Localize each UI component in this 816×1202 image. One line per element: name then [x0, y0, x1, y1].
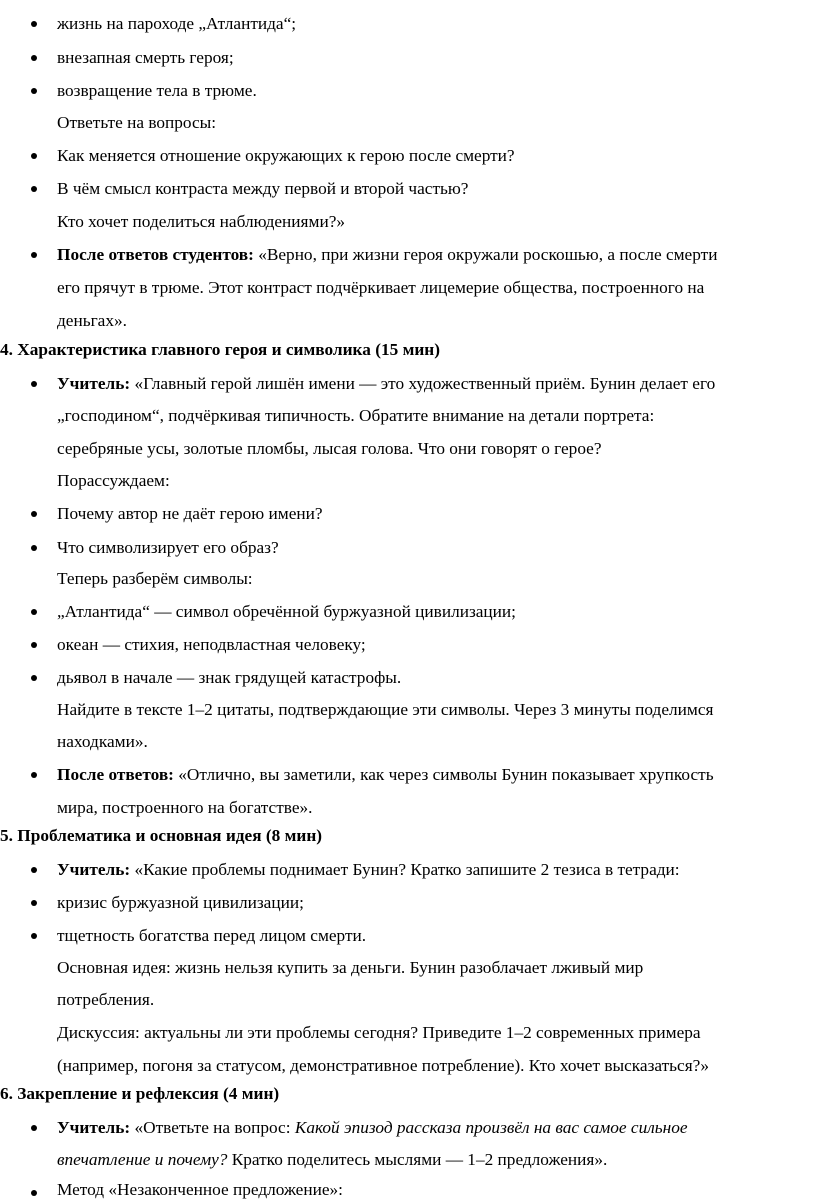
- paragraph-line: потребления.: [57, 990, 155, 1009]
- paragraph-text: «Главный герой лишён имени — это художественный приём. Бунин делает его: [130, 374, 716, 393]
- prompt-text: Теперь разберём символы:: [57, 569, 253, 588]
- bullet: [31, 21, 37, 27]
- paragraph-line: Найдите в тексте 1–2 цитаты, подтверждающие эти символы. Через 3 минуты поделимся: [57, 700, 714, 719]
- paragraph-line: [57, 1148, 607, 1172]
- prompt-text: Ответьте на вопросы:: [57, 113, 217, 132]
- bullet: [31, 381, 37, 387]
- list-item: Почему автор не даёт герою имени?: [57, 504, 323, 523]
- paragraph-text: «Какие проблемы поднимает Бунин? Кратко запишите 2 тезиса в тетради:: [130, 860, 680, 879]
- list-item: [57, 243, 717, 267]
- list-item: „Атлантида“ — символ обречённой буржуазной цивилизации;: [57, 602, 516, 621]
- bullet: [31, 545, 37, 551]
- section-heading: 4. Характеристика главного героя и символика (15 мин): [0, 340, 441, 359]
- list-item: жизнь на пароходе „Атлантида“;: [57, 14, 297, 33]
- paragraph-line: серебряные усы, золотые пломбы, лысая голова. Что они говорят о герое?: [57, 439, 602, 458]
- paragraph-line: его прячут в трюме. Этот контраст подчёркивает лицемерие общества, построенного на: [57, 278, 705, 297]
- paragraph-line: мира, построенного на богатстве».: [57, 798, 313, 817]
- paragraph-line: деньгах».: [57, 311, 127, 330]
- paragraph-text: Кратко поделитесь мыслями — 1–2 предложения».: [227, 1150, 608, 1169]
- teacher-label: Учитель:: [57, 374, 131, 393]
- after-answers-label: После ответов:: [57, 765, 174, 784]
- bullet: [31, 1125, 37, 1131]
- share-text: Кто хочет поделиться наблюдениями?»: [57, 212, 345, 231]
- list-item: кризис буржуазной цивилизации;: [57, 893, 304, 912]
- paragraph-line: Дискуссия: актуальны ли эти проблемы сегодня? Приведите 1–2 современных примера: [57, 1023, 701, 1042]
- bullet: [31, 900, 37, 906]
- section-heading: 5. Проблематика и основная идея (8 мин): [0, 826, 323, 845]
- paragraph-line: находками».: [57, 732, 148, 751]
- teacher-label: Учитель:: [57, 860, 131, 879]
- bullet: [31, 186, 37, 192]
- paragraph-line: (например, погоня за статусом, демонстративное потребление). Кто хочет высказаться?»: [57, 1056, 709, 1075]
- list-item: В чём смысл контраста между первой и второй частью?: [57, 179, 469, 198]
- bullet: [31, 55, 37, 61]
- bullet: [31, 675, 37, 681]
- list-item: [57, 372, 715, 396]
- bullet: [31, 88, 37, 94]
- list-item: внезапная смерть героя;: [57, 48, 234, 67]
- list-item: дьявол в начале — знак грядущей катастрофы.: [57, 668, 402, 687]
- bullet: [31, 772, 37, 778]
- list-item: океан — стихия, неподвластная человеку;: [57, 635, 366, 654]
- paragraph-text: «Ответьте на вопрос:: [130, 1118, 295, 1137]
- list-item: Что символизирует его образ?: [57, 538, 279, 557]
- italic-question: впечатление и почему?: [57, 1150, 228, 1169]
- section-heading: 6. Закрепление и рефлексия (4 мин): [0, 1084, 280, 1103]
- bullet: [31, 642, 37, 648]
- prompt-text: Порассуждаем:: [57, 471, 170, 490]
- paragraph-text: «Верно, при жизни героя окружали роскошью, а после смерти: [253, 245, 718, 264]
- list-item: тщетность богатства перед лицом смерти.: [57, 926, 367, 945]
- italic-question: Какой эпизод рассказа произвёл на вас самое сильное: [294, 1118, 688, 1137]
- bullet: [31, 609, 37, 615]
- paragraph-line: „господином“, подчёркивая типичность. Обратите внимание на детали портрета:: [57, 406, 655, 425]
- teacher-label: Учитель:: [57, 1118, 131, 1137]
- after-answers-label: После ответов студентов:: [57, 245, 254, 264]
- list-item: [57, 1116, 688, 1140]
- bullet: [31, 153, 37, 159]
- bullet: [31, 511, 37, 517]
- list-item: Метод «Незаконченное предложение»:: [57, 1180, 343, 1199]
- bullet: [31, 1190, 37, 1196]
- bullet: [31, 867, 37, 873]
- list-item: [57, 763, 714, 787]
- list-item: [57, 858, 680, 882]
- paragraph-text: «Отлично, вы заметили, как через символы Бунин показывает хрупкость: [173, 765, 714, 784]
- bullet: [31, 933, 37, 939]
- list-item: Как меняется отношение окружающих к герою после смерти?: [57, 146, 515, 165]
- list-item: возвращение тела в трюме.: [57, 81, 257, 100]
- bullet: [31, 252, 37, 258]
- paragraph-line: Основная идея: жизнь нельзя купить за деньги. Бунин разоблачает лживый мир: [57, 958, 644, 977]
